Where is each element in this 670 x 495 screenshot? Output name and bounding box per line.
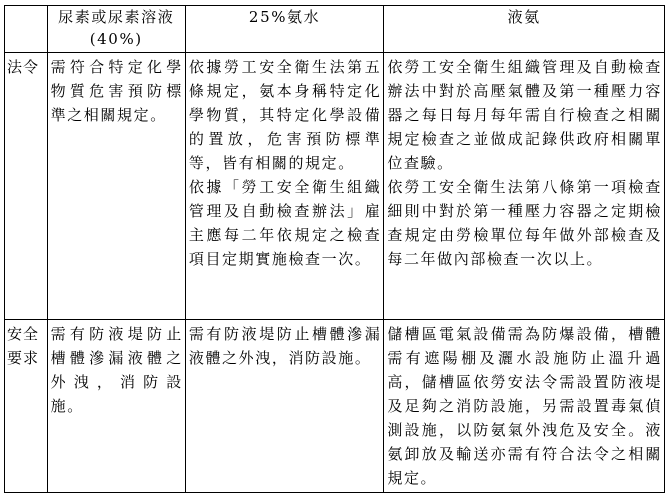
header-liquid-ammonia: 液氨 — [384, 6, 665, 53]
cell-paragraph: 需符合特定化學物質危害預防標準之相關規定。 — [50, 58, 183, 124]
cell-paragraph: 儲槽區電氣設備需為防爆設備，槽體需有遮陽棚及灑水設施防止溫升過高，儲槽區依勞安法令需設置防液堤及足夠之消防設施，另需設置毒氣偵測設施，以防氨氣外洩危及安全。液氨卸放及輸送亦需有符合法令之相關規定。 — [387, 325, 662, 487]
row-label-safety: 安全要求 — [5, 320, 48, 493]
row-label-regulations: 法令 — [5, 53, 48, 320]
cell-paragraph: 依勞工安全衛生法第八條第一項檢查細則中對於第一種壓力容器之定期檢查規定由勞檢單位每年做外部檢查及每二年做內部檢查一次以上。 — [387, 178, 662, 268]
comparison-table — [4, 5, 665, 493]
cell-paragraph: 需有防液堤防止槽體滲漏液體之外洩，消防設施。 — [50, 325, 183, 415]
cell-regulations-ammonia-water — [185, 53, 384, 320]
header-urea: 尿素或尿素溶液(40%) — [47, 6, 185, 53]
cell-paragraph: 依勞工安全衛生組織管理及自動檢查辦法中對於高壓氣體及第一種壓力容器之每日每月每年需自行檢查之相關規定檢查之並做成記錄供政府相關單位查驗。 — [387, 58, 662, 172]
cell-safety-urea — [47, 320, 185, 493]
cell-paragraph: 依據勞工安全衛生法第五條規定，氨本身稱特定化學物質，其特定化學設備的置放，危害預防標準等，皆有相關的規定。 — [188, 58, 382, 172]
table-row-safety — [5, 320, 665, 493]
table-row-regulations — [5, 53, 665, 320]
cell-safety-ammonia-water — [185, 320, 384, 493]
cell-regulations-urea — [47, 53, 185, 320]
cell-safety-liquid-ammonia — [384, 320, 665, 493]
cell-paragraph: 需有防液堤防止槽體滲漏液體之外洩，消防設施。 — [188, 325, 382, 367]
header-row — [5, 6, 665, 53]
cell-paragraph: 依據「勞工安全衛生組織管理及自動檢查辦法」雇主應每二年依規定之檢查項目定期實施檢查一次。 — [188, 178, 382, 268]
header-blank-cell — [5, 6, 48, 53]
header-ammonia-water: 25%氨水 — [185, 6, 384, 53]
cell-regulations-liquid-ammonia — [384, 53, 665, 320]
